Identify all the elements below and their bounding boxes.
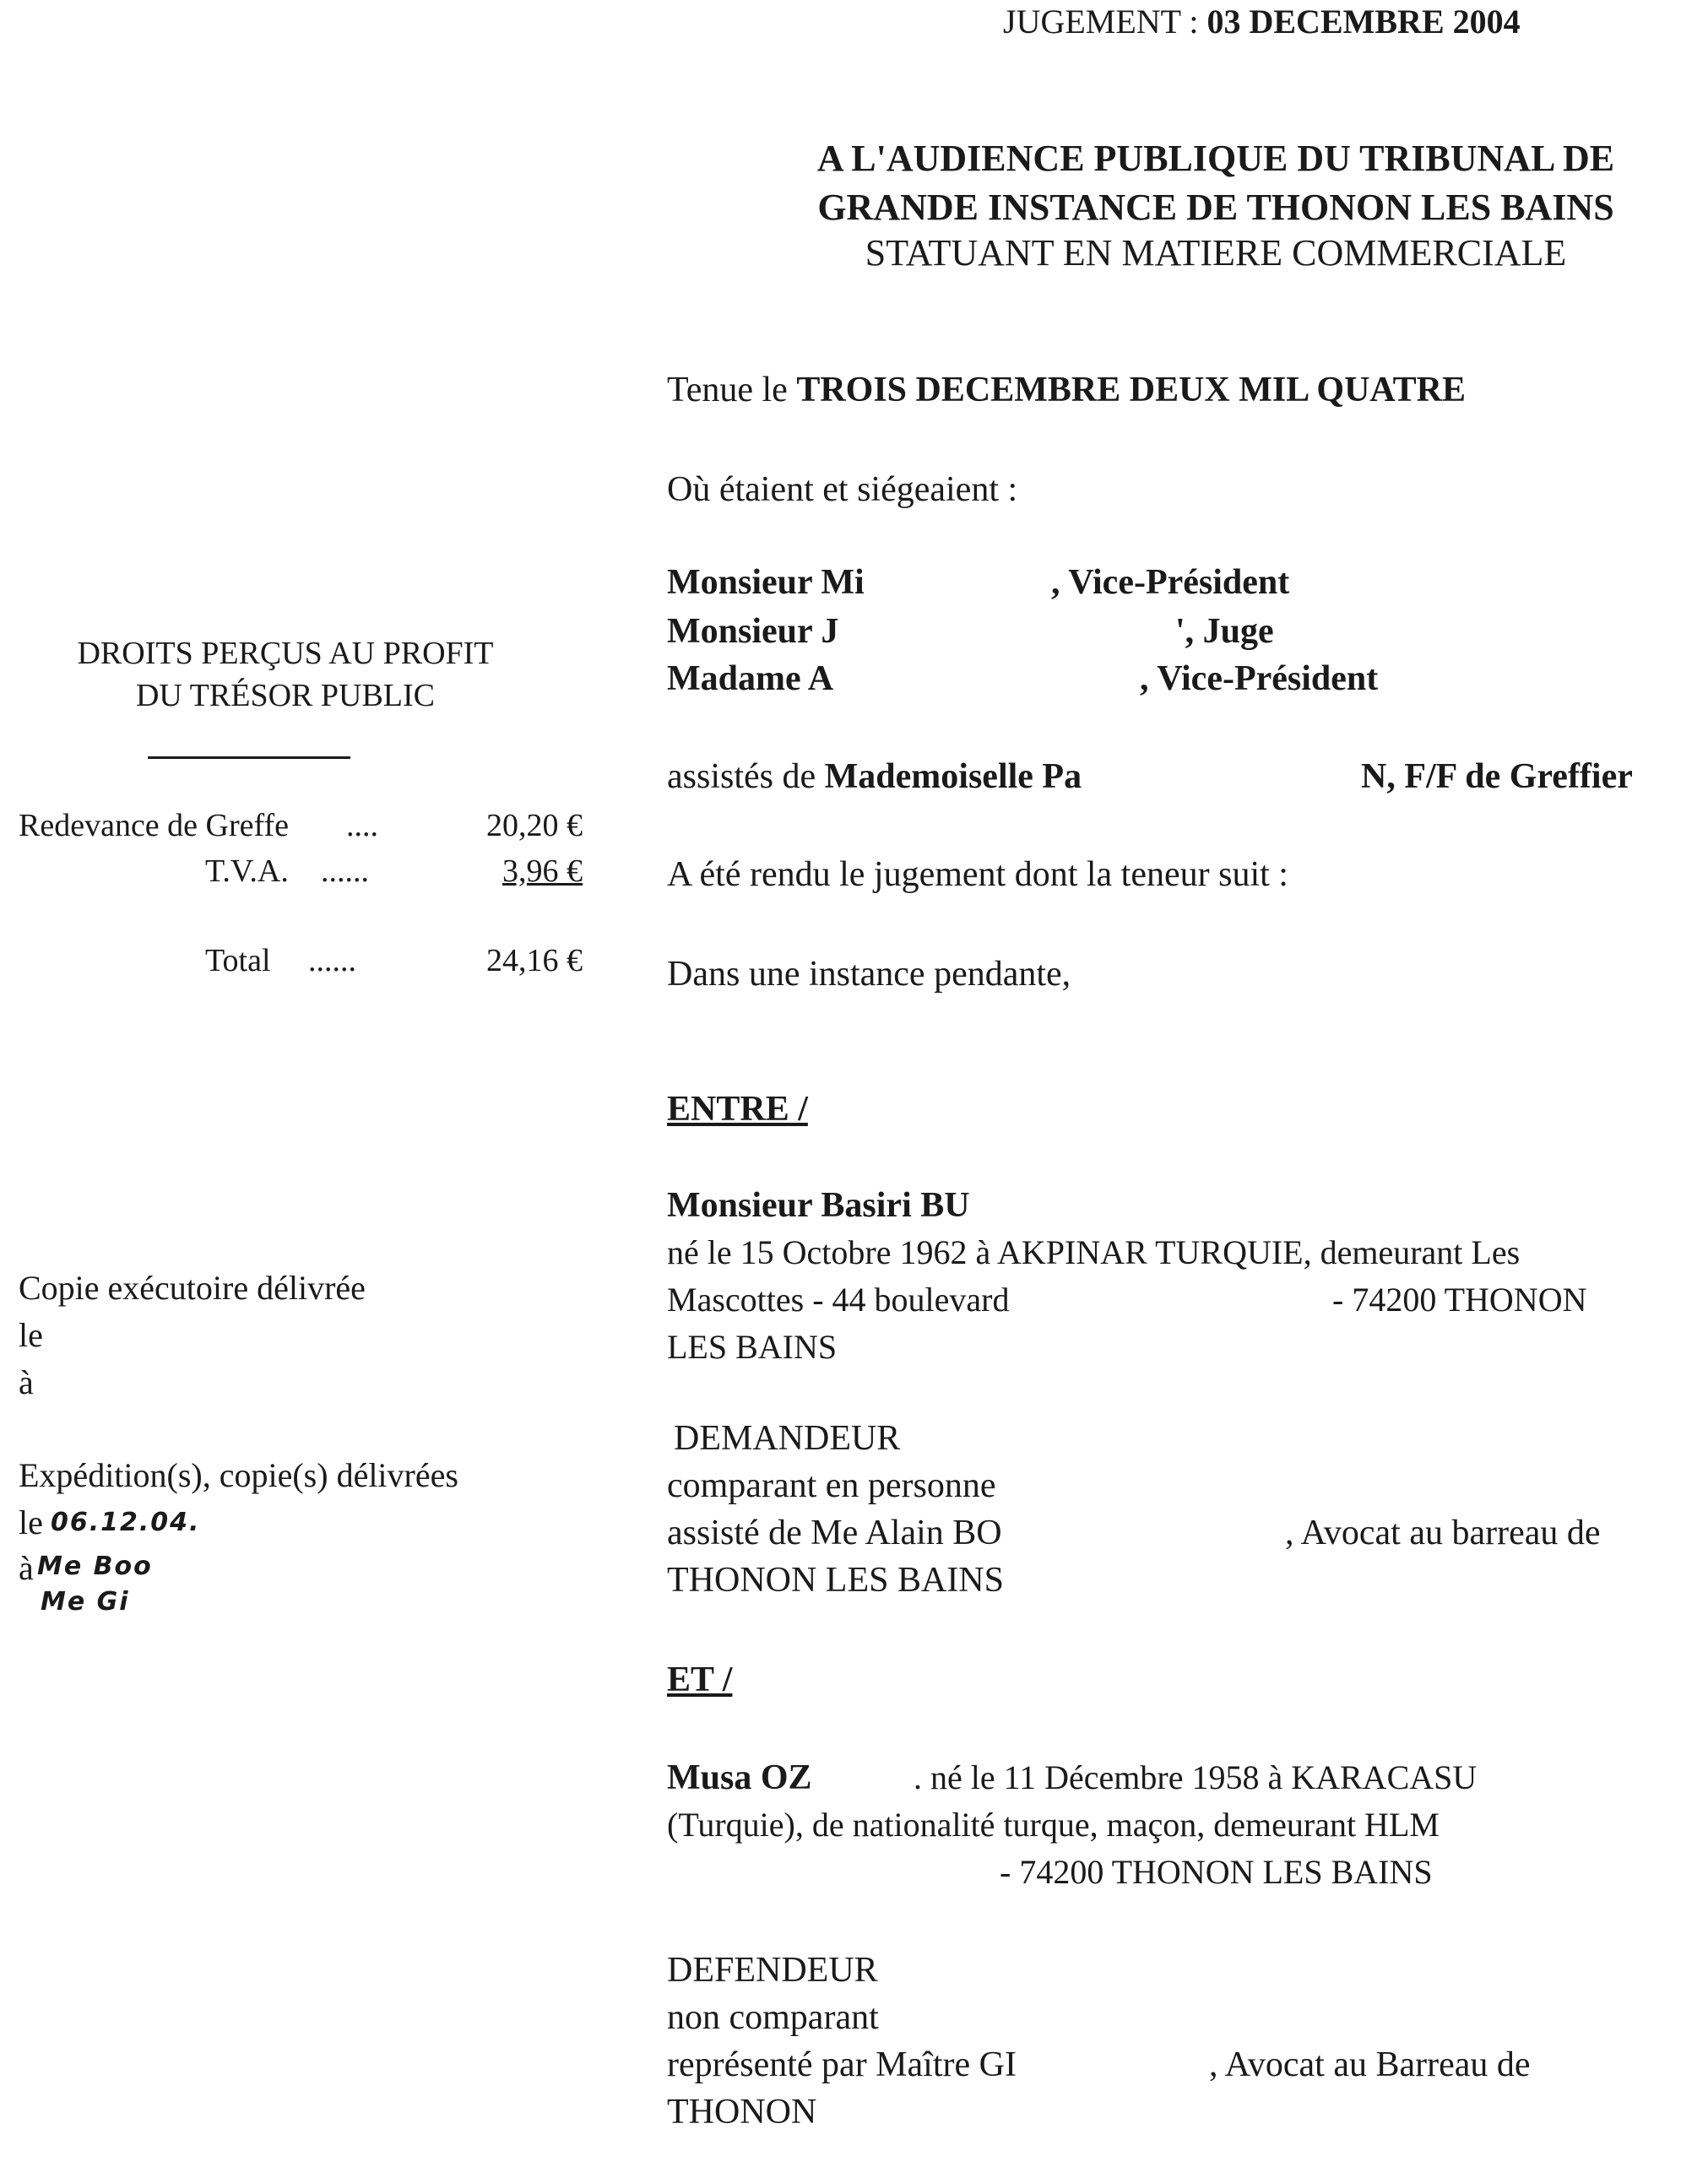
expedition-le: le [19, 1503, 43, 1541]
plaintiff-counsel-city: THONON LES BAINS [667, 1561, 1004, 1600]
fee-value-total: 24,16 € [486, 943, 583, 978]
fee-dots-redevance: .... [346, 808, 378, 843]
fee-value-redevance: 20,20 € [486, 808, 583, 843]
defendant-role: DEFENDEUR [667, 1951, 878, 1990]
handwritten-recipient-1: Me Boo [37, 1552, 153, 1581]
pending-instance: Dans une instance pendante, [667, 955, 1071, 994]
judgement-label: JUGEMENT : [1003, 3, 1207, 41]
droits-title-line2: DU TRÉSOR PUBLIC [135, 678, 436, 713]
fee-dots-tva: ...... [321, 853, 369, 889]
plaintiff-birth-address: né le 15 Octobre 1962 à AKPINAR TURQUIE, demeurant Les [667, 1233, 1521, 1271]
judge-3-title: , Vice-Président [1140, 659, 1379, 698]
session-held [667, 370, 1466, 410]
droits-title-line1: DROITS PERÇUS AU PROFIT [77, 636, 494, 671]
judge-2-name: Monsieur J [667, 612, 839, 651]
session-date: TROIS DECEMBRE DEUX MIL QUATRE [796, 371, 1466, 409]
fee-label-redevance: Redevance de Greffe [19, 808, 289, 843]
copie-a: à [19, 1363, 34, 1401]
defendant-address-city: - 74200 THONON LES BAINS [1000, 1853, 1433, 1891]
plaintiff-counsel-b: , Avocat au barreau de [1285, 1514, 1601, 1552]
judge-3-name: Madame A [667, 659, 834, 698]
fee-label-total: Total [205, 943, 271, 978]
plaintiff-address-city: LES BAINS [667, 1328, 838, 1366]
expedition-a: à [19, 1549, 34, 1587]
handwritten-recipient-2: Me Gi [41, 1587, 130, 1617]
plaintiff-address-a: Mascottes - 44 boulevard [667, 1281, 1010, 1319]
fee-value-tva: 3,96 € [502, 853, 583, 889]
defendant-counsel-b: , Avocat au Barreau de [1209, 2045, 1531, 2084]
defendant-appearance: non comparant [667, 1998, 879, 2037]
fee-label-tva: T.V.A. [205, 853, 289, 889]
session-held-label: Tenue le [667, 371, 797, 409]
judgement-rendered: A été rendu le jugement dont la teneur suit : [667, 855, 1288, 894]
court-title-line1: A L'AUDIENCE PUBLIQUE DU TRIBUNAL DE [816, 138, 1615, 179]
defendant-name: Musa OZ [667, 1758, 812, 1797]
copie-executoire: Copie exécutoire délivrée [19, 1269, 366, 1307]
clerk-name: Mademoiselle Pa [824, 757, 1082, 796]
et-heading: ET / [667, 1660, 733, 1699]
expedition-line: Expédition(s), copie(s) délivrées [19, 1456, 458, 1494]
defendant-counsel-a: représenté par Maître GI [667, 2045, 1017, 2084]
judgement-header [1003, 2, 1521, 41]
droits-divider [148, 756, 350, 759]
defendant-counsel-city: THONON [667, 2093, 817, 2132]
assisted-label: assistés de [667, 757, 825, 796]
plaintiff-address-b: - 74200 THONON [1332, 1281, 1587, 1319]
assisted-by [667, 756, 1082, 797]
judgement-date: 03 DECEMBRE 2004 [1206, 3, 1521, 41]
judge-1-name: Monsieur Mi [667, 563, 865, 602]
clerk-title: N, F/F de Greffier [1361, 757, 1633, 796]
plaintiff-name: Monsieur Basiri BU [667, 1186, 970, 1225]
defendant-birth: . né le 11 Décembre 1958 à KARACASU [914, 1758, 1478, 1796]
court-subtitle: STATUANT EN MATIERE COMMERCIALE [865, 232, 1567, 274]
defendant-nationality-address: (Turquie), de nationalité turque, maçon, demeurant HLM [667, 1806, 1440, 1844]
handwritten-expedition-date: 06.12.04. [51, 1508, 201, 1537]
judge-2-title: ', Juge [1175, 612, 1274, 651]
copie-le: le [19, 1316, 43, 1354]
court-title-line2: GRANDE INSTANCE DE THONON LES BAINS [817, 187, 1614, 228]
plaintiff-counsel-a: assisté de Me Alain BO [667, 1514, 1002, 1552]
judge-1-title: , Vice-Président [1051, 563, 1290, 602]
plaintiff-role: DEMANDEUR [674, 1419, 901, 1458]
plaintiff-appearance: comparant en personne [667, 1466, 996, 1505]
fee-dots-total: ...... [308, 943, 356, 978]
session-where: Où étaient et siégeaient : [667, 470, 1018, 509]
entre-heading: ENTRE / [667, 1090, 808, 1129]
